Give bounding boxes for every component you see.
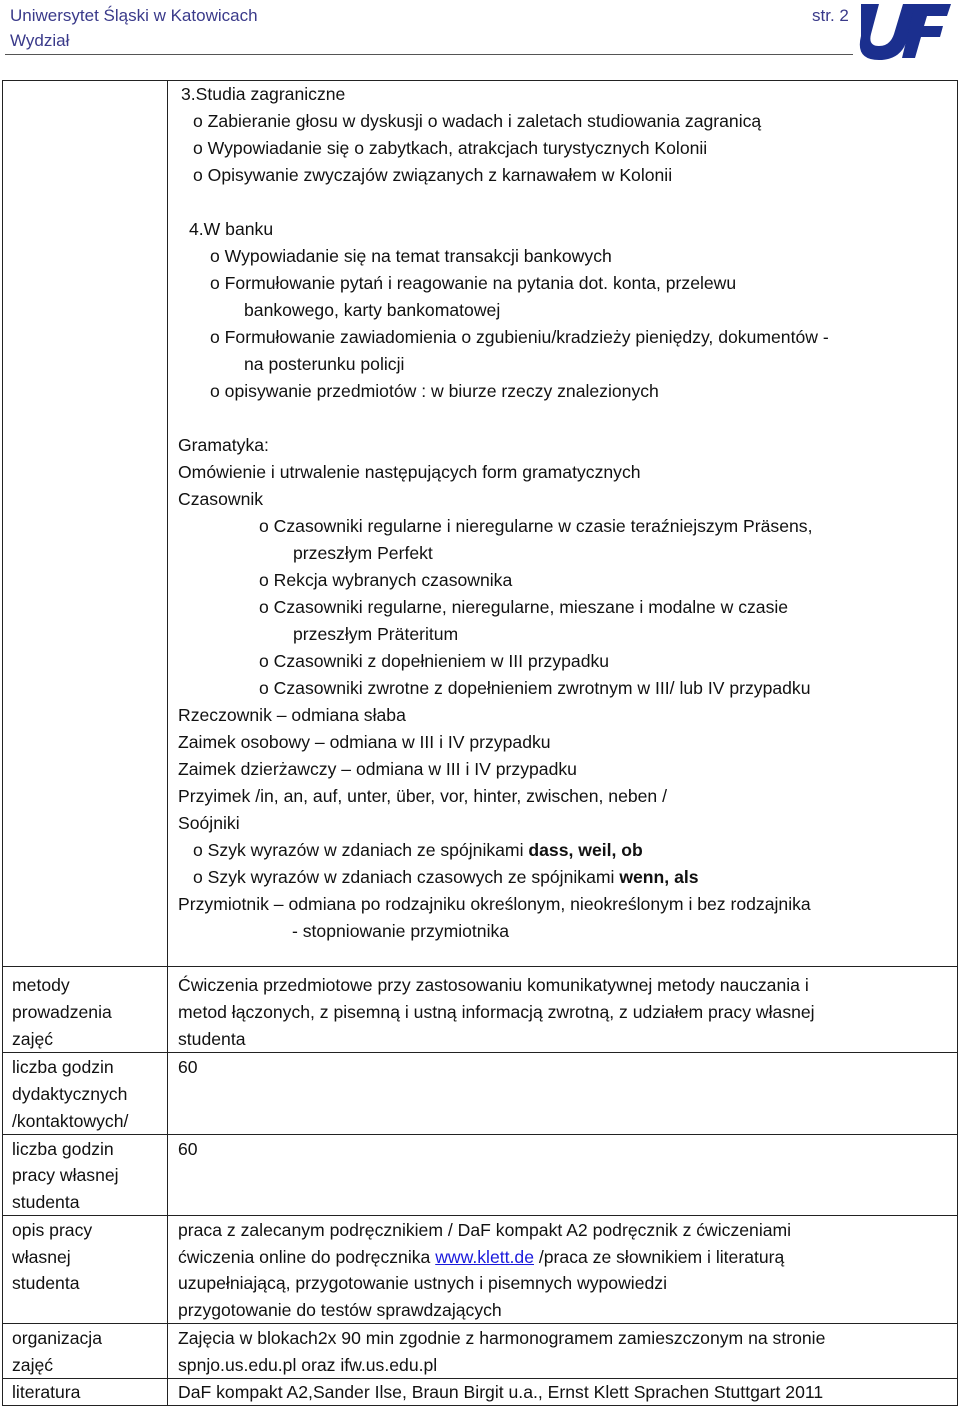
row-value: 60 [178, 1057, 198, 1077]
row-divider [2, 1215, 958, 1216]
faculty-name: Wydział [10, 31, 70, 50]
row-value: DaF kompakt A2,Sander Ilse, Braun Birgit u.a., Ernst Klett Sprachen Stuttgart 2011 [178, 1382, 824, 1402]
text-line: Zaimek osobowy – odmiana w III i IV przypadku [178, 732, 551, 752]
section-title: 3.Studia zagraniczne [181, 84, 346, 104]
list-item: o Formułowanie pytań i reagowanie na pytania dot. konta, przelewu [210, 273, 737, 293]
row-divider [2, 1134, 958, 1135]
row-value: praca z zalecanym podręcznikiem / DaF kompakt A2 podręcznik z ćwiczeniami [178, 1220, 792, 1240]
text-line: Przyimek /in, an, auf, unter, über, vor, hinter, zwischen, neben / [178, 786, 667, 806]
row-label: dydaktycznych [12, 1084, 128, 1104]
list-item-continuation: na posterunku policji [244, 354, 405, 374]
page-number: str. 2 [812, 6, 849, 25]
row-label: opis pracy [12, 1220, 93, 1240]
list-item: o opisywanie przedmiotów : w biurze rzeczy znalezionych [210, 381, 659, 401]
row-label: własnej [12, 1247, 71, 1267]
list-item: o Formułowanie zawiadomienia o zgubieniu/kradzieży pieniędzy, dokumentów - [210, 327, 829, 347]
section-title: 4.W banku [189, 219, 274, 239]
klett-link[interactable]: www.klett.de [435, 1247, 534, 1267]
column-divider [167, 80, 168, 1406]
row-value-text: ćwiczenia online do podręcznika [178, 1247, 436, 1267]
list-item: o Czasowniki regularne i nieregularne w czasie teraźniejszym Präsens, [259, 516, 813, 536]
row-value: metod łączonych, z pisemną i ustną informacją zwrotną, z udziałem pracy własnej [178, 1002, 815, 1022]
row-label: studenta [12, 1192, 80, 1212]
text-line: Przymiotnik – odmiana po rodzajniku określonym, nieokreślonym i bez rodzajnika [178, 894, 811, 914]
text-line: Soójniki [178, 813, 240, 833]
bold-conjunctions: wenn, als [619, 867, 699, 887]
row-value: studenta [178, 1029, 246, 1049]
row-label: pracy własnej [12, 1165, 119, 1185]
list-item: o Czasowniki regularne, nieregularne, mieszane i modalne w czasie [259, 597, 789, 617]
page-header [0, 0, 960, 60]
list-item [193, 837, 643, 864]
row-value [178, 1244, 784, 1271]
list-item: o Zabieranie głosu w dyskusji o wadach i zaletach studiowania zagranicą [193, 111, 762, 131]
row-divider [2, 1052, 958, 1053]
list-item: o Wypowiadanie się o zabytkach, atrakcjach turystycznych Kolonii [193, 138, 708, 158]
row-value: Zajęcia w blokach2x 90 min zgodnie z harmonogramem zamieszczonym na stronie [178, 1328, 826, 1348]
list-item-continuation: bankowego, karty bankomatowej [244, 300, 501, 320]
row-value: 60 [178, 1139, 198, 1159]
list-item: o Czasowniki zwrotne z dopełnieniem zwrotnym w III/ lub IV przypadku [259, 678, 811, 698]
list-item-text: o Szyk wyrazów w zdaniach czasowych ze spójnikami [193, 867, 620, 887]
row-value-text: /praca ze słownikiem i literaturą [533, 1247, 785, 1267]
row-label: organizacja [12, 1328, 102, 1348]
text-line: Rzeczownik – odmiana słaba [178, 705, 406, 725]
grammar-heading: Gramatyka: [178, 435, 269, 455]
row-label: liczba godzin [12, 1139, 114, 1159]
list-item [193, 864, 699, 891]
text-line: Zaimek dzierżawczy – odmiana w III i IV przypadku [178, 759, 577, 779]
row-value: Ćwiczenia przedmiotowe przy zastosowaniu komunikatywnej metody nauczania i [178, 975, 809, 995]
header-rule [5, 54, 853, 55]
row-label: prowadzenia [12, 1002, 112, 1022]
row-value: spnjo.us.edu.pl oraz ifw.us.edu.pl [178, 1355, 438, 1375]
list-item-continuation: przeszłym Präteritum [293, 624, 459, 644]
university-name: Uniwersytet Śląski w Katowicach [10, 6, 258, 25]
list-item: o Wypowiadanie się na temat transakcji bankowych [210, 246, 612, 266]
row-value: przygotowanie do testów sprawdzających [178, 1300, 502, 1320]
university-logo-icon [857, 0, 953, 62]
list-item: o Czasowniki z dopełnieniem w III przypadku [259, 651, 610, 671]
list-item: o Opisywanie zwyczajów związanych z karnawałem w Kolonii [193, 165, 673, 185]
bold-conjunctions: dass, weil, ob [528, 840, 643, 860]
row-label: zajęć [12, 1355, 54, 1375]
row-divider [2, 966, 958, 967]
row-label: literatura [12, 1382, 81, 1402]
row-value: uzupełniającą, przygotowanie ustnych i pisemnych wypowiedzi [178, 1273, 667, 1293]
row-label: zajęć [12, 1029, 54, 1049]
text-line: Omówienie i utrwalenie następujących form gramatycznych [178, 462, 641, 482]
row-label: liczba godzin [12, 1057, 114, 1077]
list-item-continuation: przeszłym Perfekt [293, 543, 433, 563]
row-label: studenta [12, 1273, 80, 1293]
text-line: Czasownik [178, 489, 264, 509]
list-item-text: o Szyk wyrazów w zdaniach ze spójnikami [193, 840, 529, 860]
list-item: o Rekcja wybranych czasownika [259, 570, 513, 590]
row-label: metody [12, 975, 70, 995]
text-line: - stopniowanie przymiotnika [292, 921, 510, 941]
row-label: /kontaktowych/ [12, 1111, 129, 1131]
